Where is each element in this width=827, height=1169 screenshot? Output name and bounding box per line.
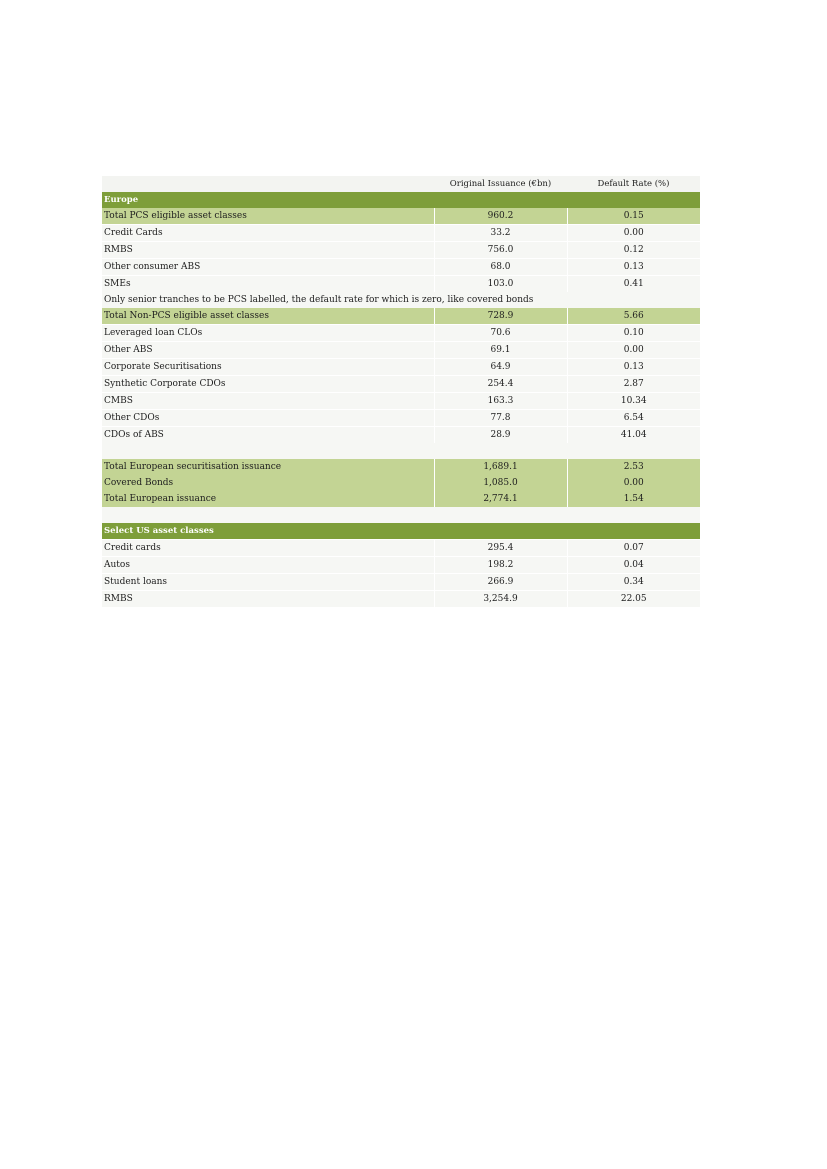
- row-label: CDOs of ABS: [102, 427, 434, 444]
- default-rate-cell: 1.54: [567, 491, 700, 507]
- issuance-cell: 1,085.0: [434, 475, 567, 491]
- table-row: [102, 376, 700, 393]
- default-rate-cell: 0.15: [567, 208, 700, 225]
- default-rate-cell: 0.13: [567, 259, 700, 276]
- section-title: Europe: [102, 192, 700, 208]
- issuance-cell: 28.9: [434, 427, 567, 444]
- row-label: Total European issuance: [102, 491, 434, 507]
- default-rate-cell: 2.53: [567, 459, 700, 475]
- issuance-cell: 163.3: [434, 393, 567, 410]
- table-row: [102, 393, 700, 410]
- issuance-cell: 295.4: [434, 540, 567, 557]
- column-header-issuance: Original Issuance (€bn): [434, 176, 567, 192]
- table-row: [102, 410, 700, 427]
- note-text: Only senior tranches to be PCS labelled, the default rate for which is zero, like covered bonds: [102, 292, 700, 308]
- default-rate-cell: 0.04: [567, 557, 700, 574]
- table-row: [102, 225, 700, 242]
- row-label: RMBS: [102, 591, 434, 608]
- default-rate-cell: 0.00: [567, 475, 700, 491]
- table-row: [102, 427, 700, 444]
- table-row: [102, 259, 700, 276]
- default-rate-cell: 0.00: [567, 342, 700, 359]
- row-label: SMEs: [102, 276, 434, 293]
- default-rate-cell: 10.34: [567, 393, 700, 410]
- row-label: Other ABS: [102, 342, 434, 359]
- row-label: Student loans: [102, 574, 434, 591]
- table-row: [102, 359, 700, 376]
- us-rows: [102, 540, 700, 608]
- issuance-cell: 70.6: [434, 325, 567, 342]
- default-rate-cell: 0.12: [567, 242, 700, 259]
- row-label: Covered Bonds: [102, 475, 434, 491]
- row-label: Other consumer ABS: [102, 259, 434, 276]
- row-label: Leveraged loan CLOs: [102, 325, 434, 342]
- default-rate-cell: 0.00: [567, 225, 700, 242]
- default-rate-cell: 0.41: [567, 276, 700, 293]
- default-rate-cell: 0.10: [567, 325, 700, 342]
- issuance-cell: 198.2: [434, 557, 567, 574]
- issuance-cell: 69.1: [434, 342, 567, 359]
- column-header-default-rate: Default Rate (%): [567, 176, 700, 192]
- issuance-cell: 64.9: [434, 359, 567, 376]
- row-label: Total Non-PCS eligible asset classes: [102, 308, 434, 325]
- issuance-cell: 266.9: [434, 574, 567, 591]
- non-pcs-rows: [102, 325, 700, 444]
- spacer-cell: [102, 507, 700, 523]
- section-header-us: [102, 523, 700, 540]
- table-row: [102, 540, 700, 557]
- row-label: Autos: [102, 557, 434, 574]
- row-label: Total European securitisation issuance: [102, 459, 434, 475]
- issuance-cell: 3,254.9: [434, 591, 567, 608]
- issuance-cell: 77.8: [434, 410, 567, 427]
- default-rate-cell: 5.66: [567, 308, 700, 325]
- default-rate-cell: 0.13: [567, 359, 700, 376]
- european-total-rows: [102, 459, 700, 507]
- issuance-cell: 1,689.1: [434, 459, 567, 475]
- header-blank-cell: [102, 176, 434, 192]
- table-row: [102, 276, 700, 293]
- row-label: Credit cards: [102, 540, 434, 557]
- table-row: [102, 591, 700, 608]
- table-row: [102, 242, 700, 259]
- spacer-cell: [102, 443, 700, 459]
- issuance-cell: 33.2: [434, 225, 567, 242]
- row-label: Total PCS eligible asset classes: [102, 208, 434, 225]
- table-row: [102, 475, 700, 491]
- issuance-cell: 103.0: [434, 276, 567, 293]
- section-title: Select US asset classes: [102, 523, 700, 540]
- pcs-rows: [102, 225, 700, 293]
- column-header-row: [102, 176, 700, 192]
- note-row: [102, 292, 700, 308]
- table-row: [102, 325, 700, 342]
- row-label: Credit Cards: [102, 225, 434, 242]
- row-label: Corporate Securitisations: [102, 359, 434, 376]
- row-label: Synthetic Corporate CDOs: [102, 376, 434, 393]
- table-row: [102, 491, 700, 507]
- row-label: CMBS: [102, 393, 434, 410]
- default-rate-cell: 2.87: [567, 376, 700, 393]
- issuance-cell: 728.9: [434, 308, 567, 325]
- default-rate-cell: 0.34: [567, 574, 700, 591]
- table-row: [102, 574, 700, 591]
- total-row-non-pcs: [102, 308, 700, 325]
- default-rate-cell: 41.04: [567, 427, 700, 444]
- table-row: [102, 459, 700, 475]
- default-rate-table: [102, 176, 700, 607]
- table-row: [102, 342, 700, 359]
- default-rate-cell: 22.05: [567, 591, 700, 608]
- spacer-row: [102, 443, 700, 459]
- default-rate-cell: 0.07: [567, 540, 700, 557]
- row-label: RMBS: [102, 242, 434, 259]
- issuance-cell: 2,774.1: [434, 491, 567, 507]
- default-rate-cell: 6.54: [567, 410, 700, 427]
- row-label: Other CDOs: [102, 410, 434, 427]
- issuance-cell: 254.4: [434, 376, 567, 393]
- issuance-cell: 960.2: [434, 208, 567, 225]
- issuance-cell: 68.0: [434, 259, 567, 276]
- total-row-pcs: [102, 208, 700, 225]
- section-header-europe: [102, 192, 700, 208]
- table-row: [102, 557, 700, 574]
- issuance-cell: 756.0: [434, 242, 567, 259]
- spacer-row: [102, 507, 700, 523]
